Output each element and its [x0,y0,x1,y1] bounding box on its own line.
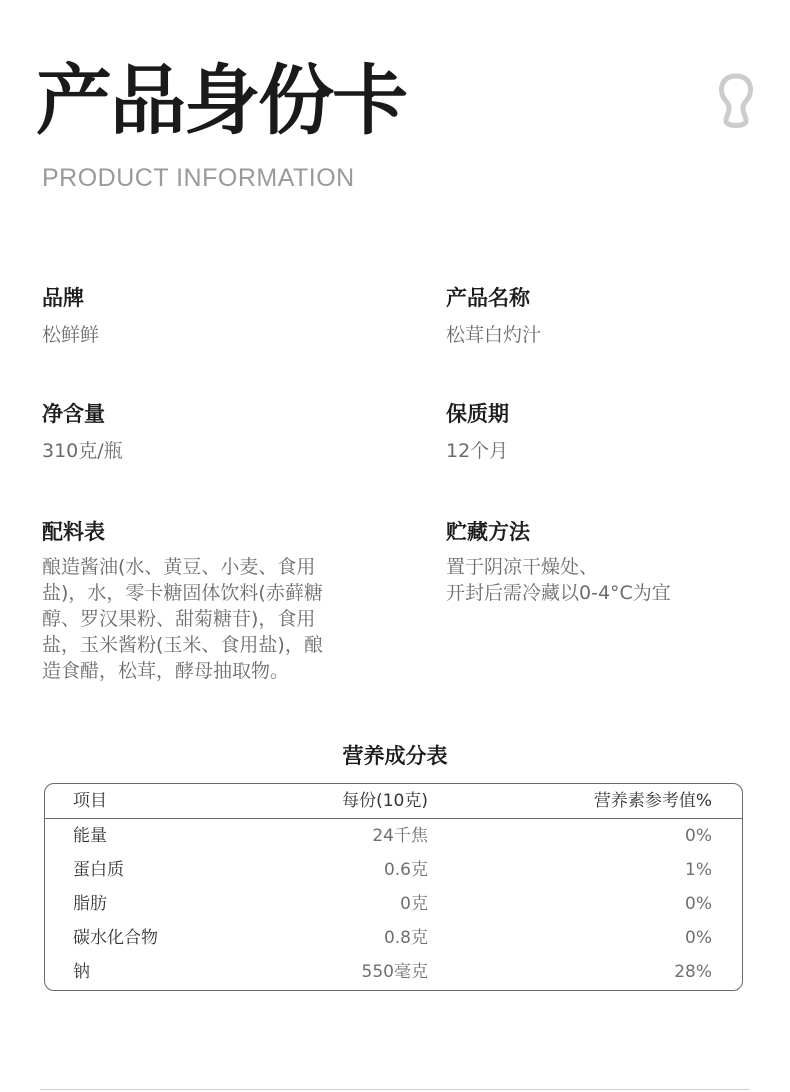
net-content-value: 310克/瓶 [42,440,123,462]
ingredients-line: 盐，玉米酱粉(玉米、食用盐)，酿 [42,634,323,656]
row-item: 碳水化合物 [73,928,158,948]
nutrition-table-header [45,784,742,819]
row-per-serving: 0.6克 [383,860,428,880]
shelf-life-field [446,400,766,464]
mushroom-outline-icon [716,72,756,132]
storage-label: 贮藏方法 [446,520,530,544]
row-item: 能量 [73,826,107,846]
storage-line: 置于阴凉干燥处、 [446,556,599,578]
net-content-field [42,400,387,464]
row-nrv: 1% [685,860,712,880]
row-nrv: 0% [685,894,712,914]
brand-label: 品牌 [42,286,84,310]
row-per-serving: 0克 [400,894,428,914]
ingredients-label: 配料表 [42,520,105,544]
storage-line: 开封后需冷藏以0-4°C为宜 [446,582,671,604]
storage-field [446,518,766,606]
brand-field [42,284,387,348]
row-item: 蛋白质 [73,860,124,880]
table-row [45,819,742,853]
page-subtitle: PRODUCT INFORMATION [42,164,355,192]
ingredients-line: 醇、罗汉果粉、甜菊糖苷)，食用 [42,608,316,630]
ingredients-field [42,518,387,684]
product-name-field [446,284,766,348]
ingredients-value [42,554,387,684]
product-name-value: 松茸白灼汁 [446,324,542,346]
header-item: 项目 [73,791,107,811]
table-row [45,955,742,989]
row-per-serving: 550毫克 [361,962,428,982]
shelf-life-value: 12个月 [446,440,509,462]
row-nrv: 28% [674,962,712,982]
ingredients-line: 盐)，水，零卡糖固体饮料(赤藓糖 [42,582,323,604]
row-nrv: 0% [685,928,712,948]
table-row [45,853,742,887]
nutrition-table [44,783,743,991]
net-content-label: 净含量 [42,402,105,426]
table-row [45,921,742,955]
brand-value: 松鲜鲜 [42,324,100,346]
shelf-life-label: 保质期 [446,402,509,426]
ingredients-line: 酿造酱油(水、黄豆、小麦、食用 [42,556,316,578]
bottom-divider [40,1089,750,1090]
page-title: 产品身份卡 [36,56,406,145]
ingredients-line: 造食醋，松茸，酵母抽取物。 [42,660,290,682]
header-nrv: 营养素参考值% [593,791,712,811]
table-row [45,887,742,921]
row-nrv: 0% [685,826,712,846]
product-name-label: 产品名称 [446,286,530,310]
nutrition-title: 营养成分表 [342,744,448,768]
header-per-serving: 每份(10克) [342,791,428,811]
row-per-serving: 0.8克 [383,928,428,948]
storage-value [446,554,766,606]
row-item: 脂肪 [73,894,107,914]
row-item: 钠 [73,962,90,982]
row-per-serving: 24千焦 [372,826,428,846]
